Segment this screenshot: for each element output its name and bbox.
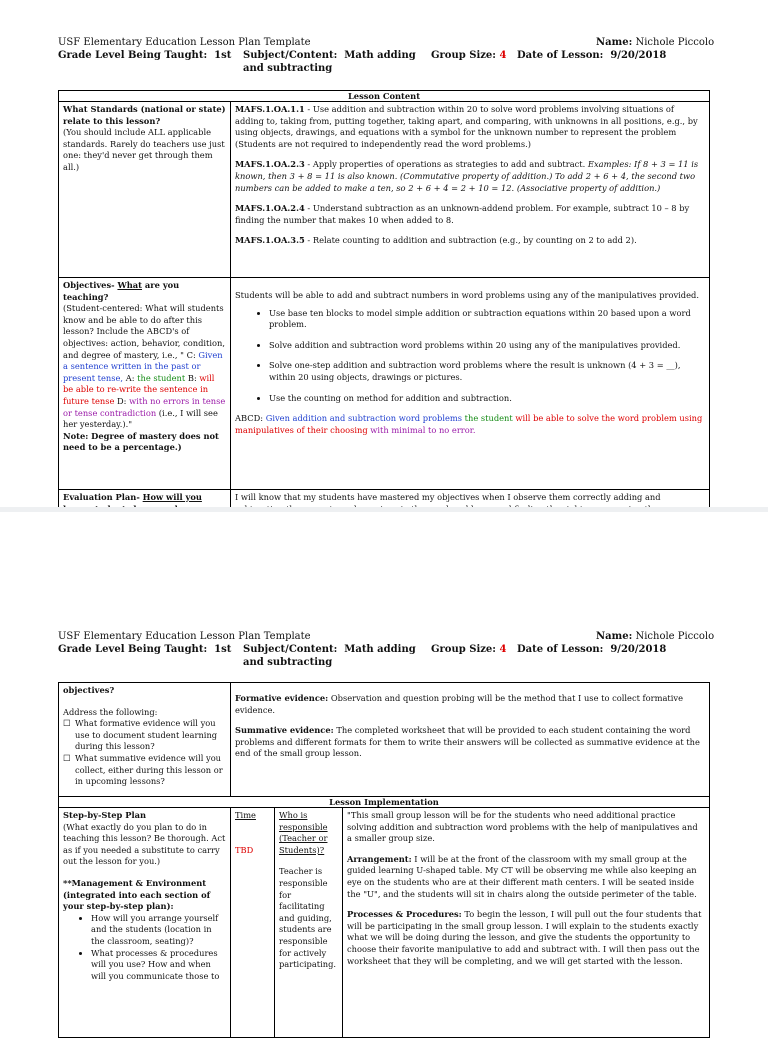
teacher-name: Name: Nichole Piccolo xyxy=(596,631,715,642)
plan-details: "This small group lesson will be for the students who need additional practice solving addition and subtraction word problems with the help of manipulatives and a smaller group size. Arrangement: I will be at the front of the classroom with my small group at the guided learning U-shaped table. My CT will be observing me while also keeping an eye on the students who are at their different math centers. I will be seated inside the "U", and the students will sit in chairs along the outside perimeter of the table. Processes & Procedures: To begin the lesson, I will pull out the four students that will be participating in the small group lesson. I will explain to the students exactly what we will be doing during the lesson, and give the students the opportunity to choose their favorite manipulative to add and subtract with. I will then pass out the worksheet that they will be completing, and we will get started with the lesson. xyxy=(343,808,710,1038)
implementation-title: Lesson Implementation xyxy=(59,797,710,808)
page-2 xyxy=(0,512,768,1019)
section-title: Lesson Content xyxy=(59,91,710,102)
management-item: • What processes & procedures will you use? How and when will you communicate those to xyxy=(91,948,226,983)
subject: Subject/Content: Math adding xyxy=(243,50,416,61)
grade-level: Grade Level Being Taught: 1st xyxy=(58,644,232,655)
group-size: Group Size: 4 xyxy=(431,50,507,61)
subject: Subject/Content: Math adding xyxy=(243,644,416,655)
lesson-content-table xyxy=(58,90,710,534)
page-1 xyxy=(0,0,768,507)
step-by-step-question: Step-by-Step Plan (What exactly do you plan to do in teaching this lesson? Be thorough. Act as if you needed a substitute to carry out the lesson for you.) **Management & Environment (integrated into each section of your step-by-step plan): • How will you arrange yourself and the students (location in the classroom, seating)? • What processes & procedures will you use? How and when will you communicate those to xyxy=(59,808,231,1038)
evaluation-answer: I will know that my students have mastered my objectives when I observe them correctly adding and xyxy=(231,490,710,534)
objectives-question: Objectives- What are you teaching? (Student-centered: What will students know and be able to do after this lesson? Include the ABCD's of objectives: action, behavior, condition, and degree of mastery, i.e., " C: Given a sentence written in the past or present tense, A: the student B: will be able to re-write the sentence in future tense D: with no errors in tense or tense contradiction (i.e., I will see her yesterday.)." Note: Degree of mastery does not need to be a percentage.) xyxy=(59,278,231,490)
abcd-objective: ABCD: Given addition and subtraction word problems the student will be able to solve the word problem using manipulatives of their choosing with minimal to no error. xyxy=(235,413,703,435)
standards-list: MAFS.1.OA.1.1 - Use addition and subtraction within 20 to solve word problems involving situations of adding to, taking from, putting together, taking apart, and comparing, with unknowns in all positions, e.g., by using objects, drawings, and equations with a symbol for the unknown number to represent the problem (Students are not required to independently read the word problems.) MAFS.1.OA.2.3 - Apply properties of operations as strategies to add and subtract. Examples: If 8 + 3 = 11 is known, then 3 + 8 = 11 is also known. (Commutative property of addition.) To add 2 + 6 + 4, the second two numbers can be added to make a ten, so 2 + 6 + 4 = 2 + 10 = 12. (Associative property of addition.) MAFS.1.OA.2.4 - Understand subtraction as an unknown-addend problem. For example, subtract 10 – 8 by finding the number that makes 10 when added to 8. MAFS.1.OA.3.5 - Relate counting to addition and subtraction (e.g., by counting on 2 to add 2). xyxy=(231,102,710,278)
objective-item: • Use base ten blocks to model simple addition or subtraction equations within 20 based upon a word problem. xyxy=(269,308,705,331)
teacher-name: Name: Nichole Piccolo xyxy=(596,37,715,48)
address-item: ☐ What formative evidence will you use to document student learning during this lesson? xyxy=(63,718,226,753)
page-header xyxy=(58,36,718,75)
time-column: Time TBD xyxy=(231,808,275,1038)
date-of-lesson: Date of Lesson: 9/20/2018 xyxy=(517,644,667,655)
page-header xyxy=(58,630,718,669)
evaluation-question: Evaluation Plan- How will you xyxy=(59,490,231,534)
management-item: • How will you arrange yourself and the students (location in the classroom, seating)? xyxy=(91,913,226,948)
template-title: USF Elementary Education Lesson Plan Template xyxy=(58,37,311,48)
evaluation-question-cont: objectives? Address the following: ☐ What formative evidence will you use to document student learning during this lesson? ☐ What summative evidence will you collect, either during this lesson or in upcoming lessons? xyxy=(59,683,231,797)
standards-question: What Standards (national or state) relate to this lesson? (You should include ALL applicable standards. Rarely do teachers use just one: they'd never get through them all.) xyxy=(59,102,231,278)
objective-item: • Solve one-step addition and subtraction word problems where the result is unknown (4 + 3 = __), within 20 using objects, drawings or pictures. xyxy=(269,360,705,383)
lesson-implementation-table xyxy=(58,682,710,1038)
objective-item: • Solve addition and subtraction word problems within 20 using any of the manipulatives provided. xyxy=(269,340,705,352)
address-item: ☐ What summative evidence will you collect, either during this lesson or in upcoming lessons? xyxy=(63,753,226,788)
who-column: Who is responsible (Teacher or Students)? Teacher is responsible for facilitating and guiding, students are responsible for actively participating. xyxy=(275,808,343,1038)
subject-line2: and subtracting xyxy=(243,657,333,668)
subject-line2: and subtracting xyxy=(243,63,333,74)
objective-item: • Use the counting on method for addition and subtraction. xyxy=(269,393,705,405)
objectives-answer: Students will be able to add and subtract numbers in word problems using any of the manipulatives provided. • Use base ten blocks to model simple addition or subtraction equations within 20 based upon a word problem. • Solve addition and subtraction word problems within 20 using any of the manipulatives provided. • Solve one-step addition and subtraction word problems where the result is unknown (4 + 3 = __), within 20 using objects, drawings or pictures. • Use the counting on method for addition and subtraction. ABCD: Given addition and subtraction word problems the student will be able to solve the word problem using manipulatives of their choosing with minimal to no error. xyxy=(231,278,710,490)
group-size: Group Size: 4 xyxy=(431,644,507,655)
grade-level: Grade Level Being Taught: 1st xyxy=(58,50,232,61)
template-title: USF Elementary Education Lesson Plan Template xyxy=(58,631,311,642)
evidence-answer: Formative evidence: Observation and question probing will be the method that I use to collect formative evidence. Summative evidence: The completed worksheet that will be provided to each student containing the word problems and different formats for them to write their answers will be collected as summative evidence at the end of the small group lesson. xyxy=(231,683,710,797)
date-of-lesson: Date of Lesson: 9/20/2018 xyxy=(517,50,667,61)
